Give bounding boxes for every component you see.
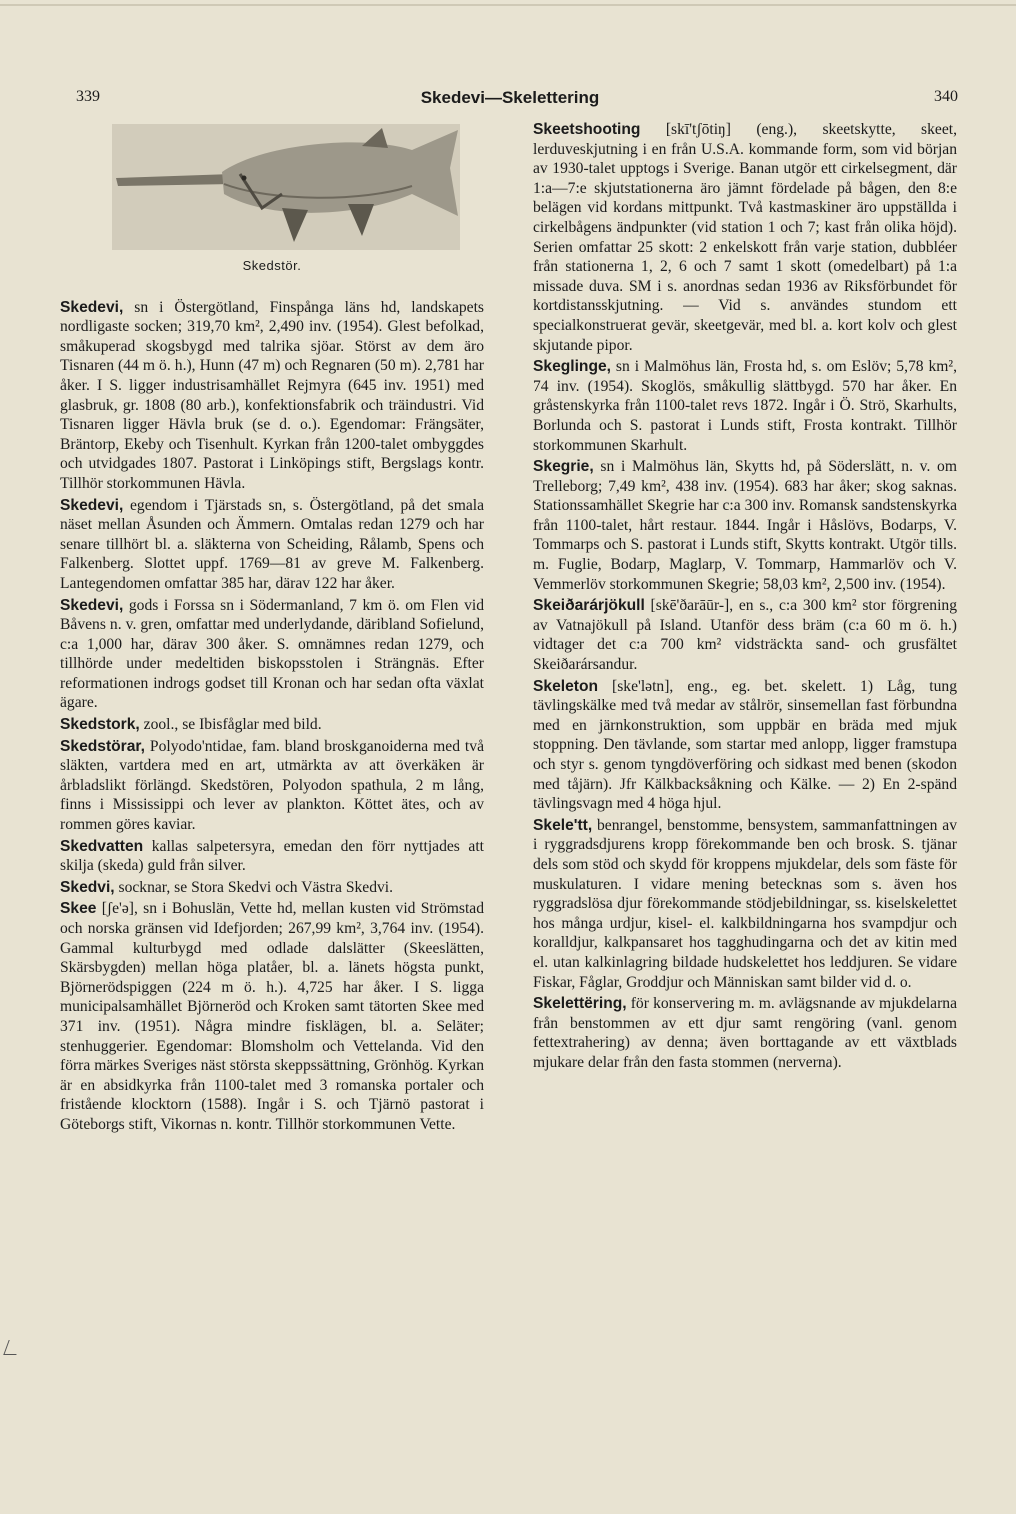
entry-skedevi-2	[60, 496, 484, 594]
page-header	[64, 84, 956, 112]
headword: Skedevi,	[60, 596, 124, 614]
entry-skelettering	[533, 994, 957, 1072]
margin-mark	[3, 1340, 21, 1355]
headword: Skedstörar,	[60, 737, 145, 755]
running-title: Skedevi—Skelettering	[420, 88, 600, 107]
entry-text: Polyodo'ntidae, fam. bland broskganoiderna med två släkten, vartdera med en art, utmärkta av att överkäken är årbladslikt förlängd. Skedstören, Polyodon spathula, 2 m lång, finns i Mississippi och lever av plankton. Köttet ätes, och av rommen göres kaviar.	[60, 737, 484, 834]
left-column	[60, 120, 484, 1137]
page-number-left: 339	[76, 88, 100, 105]
entry-text: [skē'ðarāūr-], en s., c:a 300 km² stor förgrening av Vatnajökull på Island. Utanför dess bräm (c:a 60 m ö. h.) vidtager det c:a 700 km² vidsträckta sand- och grusfältet Skeiðarársandur.	[533, 597, 957, 674]
headword: Skegrie,	[533, 458, 594, 476]
entry-text: benrangel, benstomme, bensystem, sammanfattningen av i ryggradsdjurens kropp förekommande ben och brosk. S. tjänar dels som stöd och skydd för kroppens mjukdelar, dels som fäste för muskulaturen. I vidare mening betecknas som s. även hos ryggradslösa djur förekommande stödjebildningar, ss. kiselskelettet hos många urdjur, kisel- el. kalkbildningarna hos svampdjur och koralldjur, kalkpansaret hos tagghudingarna och det av kitin med el. utan kalkinlagring bildade hudskelettet hos leddjuren. Se vidare Fiskar, Fåglar, Groddjur och Människan samt bilder vid d. o.	[533, 816, 957, 991]
right-column	[533, 120, 957, 1075]
top-rule	[0, 4, 1016, 6]
entry-skee	[60, 899, 484, 1134]
entry-text: gods i Forssa sn i Södermanland, 7 km ö. om Flen vid Båvens n. v. gren, omfattar med underlydande, däribland Sofielund, c:a 1,000 har, därav 300 åker. S. omnämnes redan 1279, och tillhörde under medeltiden biskopsstolen i Strängnäs. Efter reformationen indrogs godset till Kronan och har sedan ofta växlat ägare.	[60, 596, 484, 712]
headword: Skeiðarárjökull	[533, 597, 645, 615]
entry-text: [ʃe'ə], sn i Bohuslän, Vette hd, mellan kusten vid Strömstad och norska gränsen vid Idefjorden; 267,99 km², 3,764 inv. (1954). Gammal kulturbygd med odlade dalslätter (Skeeslätten, Skärsbygden) mellan höga platåer, bl. a. länets högsta punkt, Björnerödspiggen (224 m ö. h.). 4,725 har åker. I S. ligga municipalsamhället Björneröd och Kroken samt tätorten Skee med 371 inv. (1951). Några mindre fisklägen, bl. a. Seläter; stenhuggerier. Egendomar: Blomsholm och Vettelanda. Vid den förra märkes Sveriges näst största skeppssättning, Grönhög. Kyrkan är en absidkyrka från 1100-talet med 3 romanska portaler och fristående klocktorn (1588). Ingår i S. och Tjärnö pastorat i Göteborgs stift, Vikornas n. kontr. Tillhör storkommunen Vette.	[60, 900, 484, 1133]
entry-skelett	[533, 816, 957, 992]
entry-text: sn i Malmöhus län, Skytts hd, på Söderslätt, n. v. om Trelleborg; 7,49 km², 438 inv. (1954). 683 har åker; skog saknas. Stationssamhället Skegrie har c:a 300 inv. Romansk sandstenskyrka från 1100-talet, hårt restaur. 1844. Ingår i Håslövs, Bodarps, V. Tommarps och S. pastorat i Lunds stift, Skytts kontrakt. Utgör tills. m. Fuglie, Bodarp, Maglarp, V. Tommarp, Hammarlöv och V. Vemmerlöv storkommunen Skegrie; 58,03 km², 2,500 inv. (1954).	[533, 458, 957, 593]
entry-text: kallas salpetersyra, emedan den förr nyttjades att skilja (skeda) guld från silver.	[60, 837, 484, 875]
headword: Skele'tt,	[533, 816, 593, 834]
paddlefish-illustration	[112, 124, 460, 250]
headword: Skedevi,	[60, 298, 124, 316]
paddlefish-image	[112, 124, 460, 250]
entry-text: [skī'tʃōtiŋ] (eng.), skeetskytte, skeet, lerduveskjutning i en från U.S.A. kommande form, som vid början av 1930-talet upptogs i Sverige. Banan utgör ett cirkelsegment, där 1:a—7:e skjutstationerna äro jämnt fördelade på bågen, den 8:e belägen vid kordans mittpunkt. Två kastmaskiner äro uppställda i cirkelbågens ändpunkter (vid station 1 och 7; kast från olika höjd). Serien omfattar 25 skott: 2 enkelskott från varje station, dubbléer från stationerna 1, 2, 6 och 7 samt 1 skott (omedelbart) på 1:a missade duva. SM i s. anordnas sedan 1936 av Riksförbundet för kortdistansskjutning. — Vid s. användes stundom ett specialkonstruerat gevär, skeetgevär, med bl. a. kort kolv och glest skjutande pipor.	[533, 121, 957, 354]
entry-skeleton	[533, 677, 957, 814]
entry-skedvi	[60, 878, 484, 898]
headword: Skee	[60, 900, 97, 918]
headword: Skeleton	[533, 677, 598, 695]
entry-skedstorar	[60, 737, 484, 835]
entry-text: [ske'lətn], eng., eg. bet. skelett. 1) Låg, tung tävlingskälke med två medar av stålrör, sinsemellan fast förbundna med en järnkonstruktion, som uppbär en bräda med mjuk stoppning. Den tävlande, som startar med anlopp, ligger framstupa och styr s. genom tyngdöverföring och sidkast med benen (skodon med tåjärn). Jfr Kälkbacksåkning och Kälke. — 2) En 2-spänd tävlingsvagn med 4 höga hjul.	[533, 677, 957, 813]
entry-skeetshooting	[533, 120, 957, 355]
entry-skeidararjokull	[533, 596, 957, 674]
entry-skeglinge	[533, 357, 957, 455]
entry-skedevi-3	[60, 596, 484, 714]
entry-text: socknar, se Stora Skedvi och Västra Skedvi.	[114, 878, 394, 896]
figure-caption: Skedstör.	[242, 258, 302, 273]
entry-text: sn i Malmöhus län, Frosta hd, s. om Eslöv; 5,78 km², 74 inv. (1954). Skoglös, småkullig slättbygd. 570 har åker. En gråstenskyrka från 1100-talet revs 1872. Ingår i Ö. Strö, Skarhults, Borlunda och S. pastorat i Lunds stift, Frosta kontrakt. Tillhör storkommunen Skarhult.	[533, 358, 957, 454]
entry-text: zool., se Ibisfåglar med bild.	[139, 716, 322, 734]
entry-skegrie	[533, 457, 957, 594]
headword: Skedvi,	[60, 878, 115, 896]
entry-skedvatten	[60, 837, 484, 876]
page-number-right: 340	[934, 88, 958, 105]
headword: Skedvatten	[60, 837, 144, 855]
headword: Skedstork,	[60, 716, 140, 734]
entry-text: sn i Östergötland, Finspånga läns hd, landskapets nordligaste socken; 319,70 km², 2,490 inv. (1954). Glest befolkad, småkuperad skogsbygd med talrika sjöar. Störst av dem äro Tisnaren (44 m ö. h.), Hunn (47 m) och Regnaren (50 m). 2,781 har åker. I S. ligger industrisamhället Rejmyra (645 inv. 1951) med glasbruk, gr. 1808 (80 arb.), konfektionsfabrik och träindustri. Vid Tisnaren ligger Hävla bruk (se d. o.). Egendomar: Frängsäter, Bräntorp, Ekeby och Tisenhult. Kyrkan från 1200-talet ombyggdes och utvidgades 1807. Pastorat i Linköpings stift, Bergslags kontr. Tillhör storkommunen Hävla.	[60, 298, 484, 492]
headword: Skedevi,	[60, 496, 124, 514]
entry-text: för konservering m. m. avlägsnande av mjukdelarna från benstommen av ett djur samt rengöring (vanl. genom fettextrahering) av denna; även borttagande av ett växtblads mjukare delar från den fasta stommen (nerverna).	[533, 995, 957, 1071]
headword: Skelettëring,	[533, 995, 627, 1013]
headword: Skeetshooting	[533, 121, 641, 138]
entry-skedevi-1	[60, 298, 484, 494]
headword: Skeglinge,	[533, 358, 611, 376]
entry-text: egendom i Tjärstads sn, s. Östergötland, på det smala näset mellan Åsunden och Ämmern. Omtalas redan 1279 och har senare tillhört bl. a. släkterna von Scheiding, Rålamb, Spens och Falkenberg. Slottet uppf. 1769—81 av greve M. Falkenberg. Lantegendomen omfattar 385 har, därav 122 har åker.	[60, 496, 484, 592]
entry-skedstork	[60, 715, 484, 735]
